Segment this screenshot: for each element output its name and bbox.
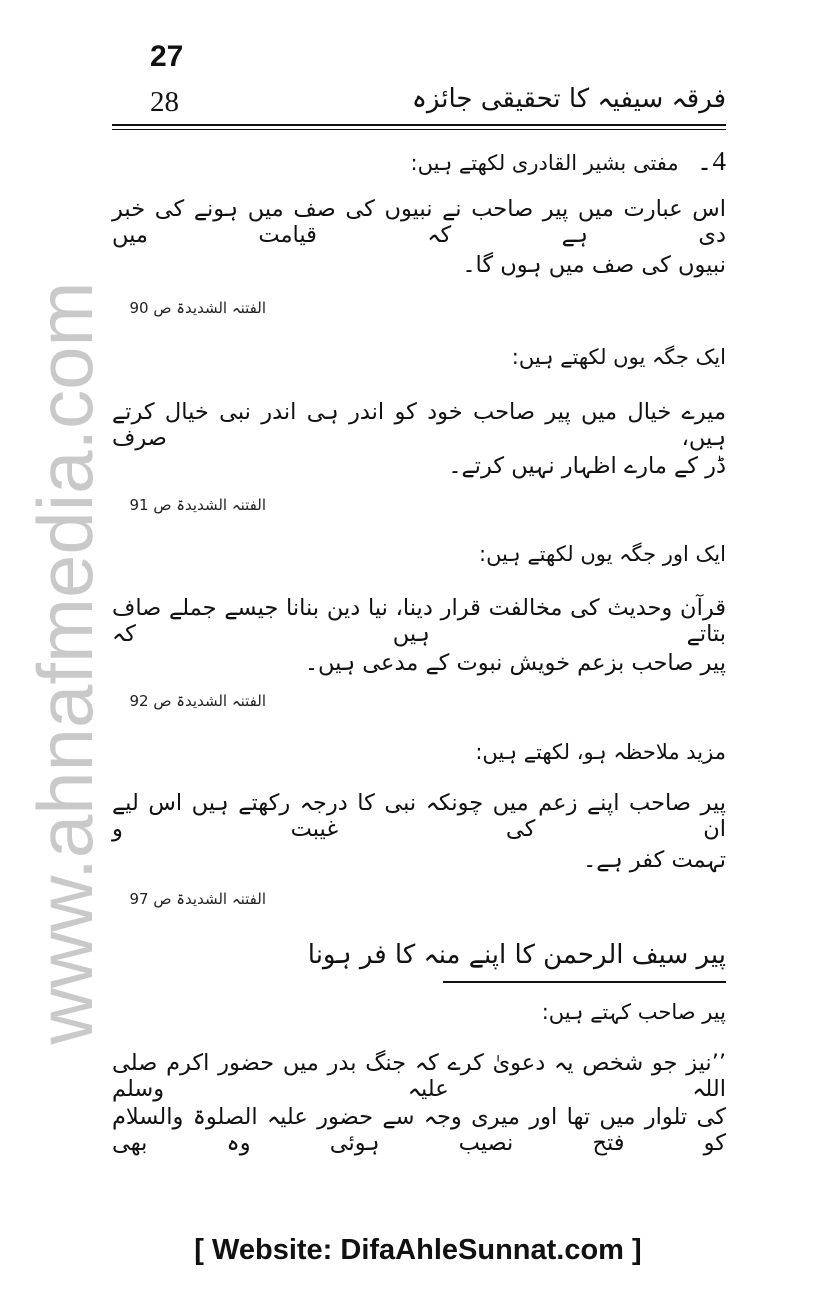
- quote-4-line-2: تہمت کفر ہے۔: [583, 847, 726, 873]
- quote-3-line-1: قرآن وحدیث کی مخالفت قرار دینا، نیا دین بنانا جیسے جملے صاف بتاتے ہیں کہ: [112, 595, 726, 647]
- section-title-underline: [443, 981, 726, 983]
- quote-2-line-1: میرے خیال میں پیر صاحب خود کو اندر ہی اندر نبی خیال کرتے ہیں، صرف: [112, 399, 726, 451]
- heading-4: مزید ملاحظہ ہو، لکھتے ہیں:: [475, 740, 726, 764]
- page-number-book: 28: [150, 86, 179, 118]
- quote-5-line-1: ’’نیز جو شخص یہ دعویٰ کرے کہ جنگ بدر میں حضور اکرم صلی اللہ علیہ وسلم: [112, 1050, 726, 1102]
- citation-2: الفتنہ الشدیدۃ ص 91: [129, 496, 266, 514]
- running-title: فرقہ سیفیہ کا تحقیقی جائزہ: [411, 84, 726, 114]
- quote-3-line-2: پیر صاحب بزعم خویش نبوت کے مدعی ہیں۔: [304, 650, 726, 676]
- watermark: www.ahnafmedia.com: [21, 281, 109, 1045]
- section-title: پیر سیف الرحمن کا اپنے منہ کا فر ہونا: [307, 940, 726, 970]
- item-4-heading-text: مفتی بشیر القادری لکھتے ہیں:: [410, 151, 679, 175]
- page-number-top: 27: [150, 40, 184, 73]
- heading-2: ایک جگہ یوں لکھتے ہیں:: [511, 345, 726, 369]
- quote-1-line-1: اس عبارت میں پیر صاحب نے نبیوں کی صف میں ہونے کی خبر دی ہے کہ قیامت میں: [112, 196, 726, 248]
- footer-website: [ Website: DifaAhleSunnat.com ]: [194, 1234, 642, 1266]
- heading-5: پیر صاحب کہتے ہیں:: [541, 1000, 726, 1024]
- item-4-heading: [411, 146, 726, 177]
- quote-5-line-2: کی تلوار میں تھا اور میری وجہ سے حضور علیہ الصلوۃ والسلام کو فتح نصیب ہوئی وہ بھی: [112, 1104, 726, 1156]
- citation-4: الفتنہ الشدیدۃ ص 97: [129, 890, 266, 908]
- item-4-number: 4۔: [696, 146, 726, 176]
- quote-2-line-2: ڈر کے مارے اظہار نہیں کرتے۔: [448, 453, 726, 479]
- heading-3: ایک اور جگہ یوں لکھتے ہیں:: [479, 542, 726, 566]
- header-rule-thin: [112, 129, 726, 130]
- quote-4-line-1: پیر صاحب اپنے زعم میں چونکہ نبی کا درجہ رکھتے ہیں اس لیے ان کی غیبت و: [112, 790, 726, 842]
- header-rule: [112, 124, 726, 126]
- citation-1: الفتنہ الشدیدۃ ص 90: [129, 299, 266, 317]
- quote-1-line-2: نبیوں کی صف میں ہوں گا۔: [462, 252, 726, 278]
- citation-3: الفتنہ الشدیدۃ ص 92: [129, 692, 266, 710]
